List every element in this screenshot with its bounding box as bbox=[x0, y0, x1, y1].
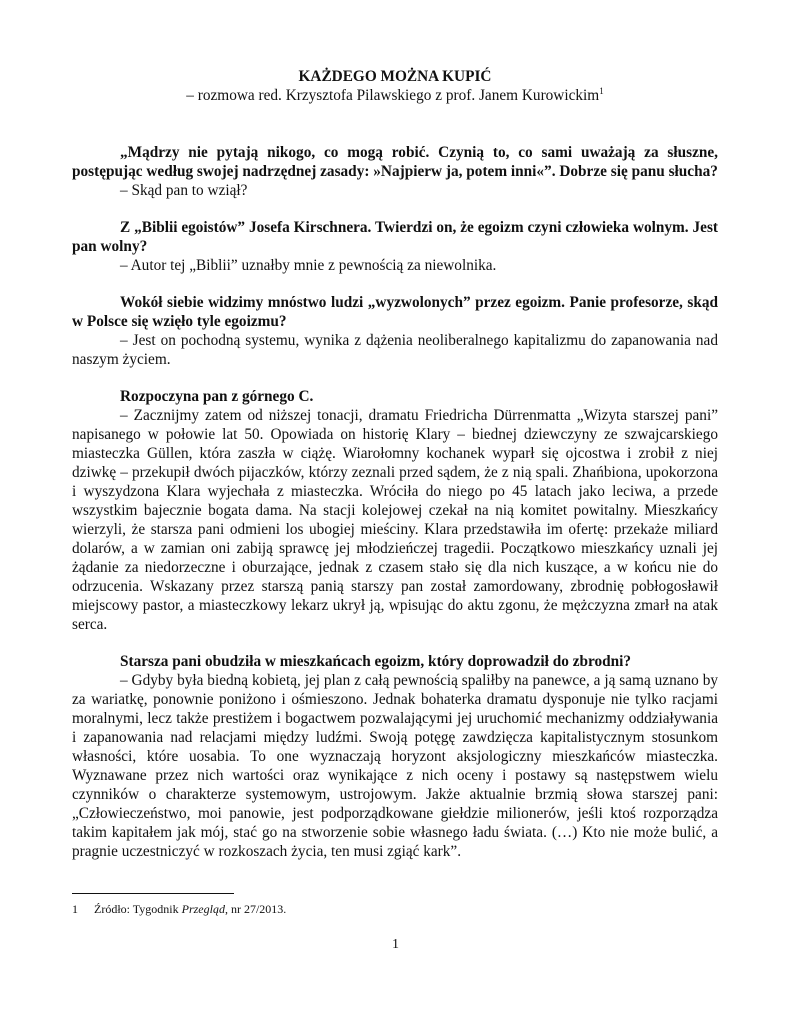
interview-question: Rozpoczyna pan z górnego C. bbox=[120, 388, 314, 405]
article-body bbox=[72, 67, 718, 879]
footnote-reference[interactable]: 1 bbox=[599, 86, 604, 96]
interview-question: Z „Biblii egoistów” Josefa Kirschnera. Twierdzi on, że egoizm czyni człowieka wolnym. Jest pan wolny? bbox=[72, 219, 718, 255]
article-title: KAŻDEGO MOŻNA KUPIĆ bbox=[298, 68, 492, 85]
footnote-divider bbox=[72, 893, 234, 894]
interview-block bbox=[72, 293, 718, 369]
footnote bbox=[72, 902, 286, 916]
footnote-prefix: Źródło: Tygodnik bbox=[94, 902, 182, 916]
interview-answer: – Jest on pochodną systemu, wynika z dążenia neoliberalnego kapitalizmu do zapanowania nad naszym życiem. bbox=[72, 332, 718, 368]
interview-answer: – Zacznijmy zatem od niższej tonacji, dramatu Friedricha Dürrenmatta „Wizyta starszej pani” napisanego w połowie lat 50. Opowiada on historię Klary – biednej dziewczyny ze szwajcarskiego miasteczka Güllen, która zaszła w ciążę. Wiarołomny kochanek wyparł się ojcostwa i zrobił z niej dziwkę – przekupił dwóch pijaczków, którzy zeznali przed sądem, że z nią spali. Zhańbiona, upokorzona i wyszydzona Klara wyjechała z miasteczka. Wróciła do niego po 45 latach jako leciwa, a przede wszystkim bajecznie bogata dama. Na stacji kolejowej czekał na nią komitet powitalny. Mieszkańcy wierzyli, że starsza pani odmieni los ubogiej mieściny. Klara przedstawiła im ofertę: przekaże miliard dolarów, a w zamian oni zabiją sprawcę jej młodzieńczej tragedii. Początkowo mieszkańcy uznali jej żądanie za niedorzeczne i oburzające, jednak z czasem stało się dla nich kuszące, a w końcu nie do odrzucenia. Wskazany przez starszą panią starszy pan został zamordowany, zbrodnię pobłogosławił miejscowy pastor, a miasteczkowy lekarz ukrył ją, wpisując do aktu zgonu, że mężczyzna zmarł na atak serca. bbox=[72, 407, 718, 633]
article-subtitle bbox=[72, 86, 718, 105]
footnote-number: 1 bbox=[72, 902, 78, 916]
interview-answer: – Skąd pan to wziął? bbox=[120, 182, 248, 199]
interview-question: „Mądrzy nie pytają nikogo, co mogą robić. Czynią to, co sami uważają za słuszne, postępując według swojej nadrzędnej zasady: »Najpierw ja, potem inni«”. Dobrze się panu słucha? bbox=[72, 144, 718, 180]
interview-answer: – Gdyby była biedną kobietą, jej plan z całą pewnością spaliłby na panewce, a ją samą uznano by za wariatkę, ponownie poniżono i ośmieszono. Jednak bohaterka dramatu dysponuje nie tylko racjami moralnymi, lecz także prestiżem i bogactwem pozwalającymi jej uruchomić mechanizmy oddziaływania i zapanowania nad relacjami między ludźmi. Swoją potęgę zawdzięcza kapitalistycznym stosunkom własności, które uosabia. To one wyznaczają horyzont aksjologiczny mieszkańców miasteczka. Wyznawane przez nich wartości oraz wynikające z nich oceny i postawy są następstwem wielu czynników o charakterze systemowym, ustrojowym. Jakże aktualnie brzmią słowa starszej pani: „Człowieczeństwo, moi panowie, jest podporządkowane giełdzie milionerów, jeśli ktoś rozporządza takim kapitałem jak mój, stać go na stworzenie sobie własnego ładu świata. (…) Kto nie może bulić, a pragnie uczestniczyć w rozkoszach życia, ten musi zgiąć kark”. bbox=[72, 672, 718, 860]
footnote-suffix: , nr 27/2013. bbox=[224, 902, 287, 916]
interview-block bbox=[72, 387, 718, 634]
footnote-source: Przegląd bbox=[181, 902, 225, 916]
interview-block bbox=[72, 143, 718, 200]
interview-block bbox=[72, 218, 718, 275]
interview-block bbox=[72, 652, 718, 861]
subtitle-text: – rozmowa red. Krzysztofa Pilawskiego z prof. Janem Kurowickim bbox=[186, 87, 600, 104]
interview-answer: – Autor tej „Biblii” uznałby mnie z pewnością za niewolnika. bbox=[120, 257, 497, 274]
interview-question: Starsza pani obudziła w mieszkańcach egoizm, który doprowadził do zbrodni? bbox=[120, 653, 632, 670]
interview-question: Wokół siebie widzimy mnóstwo ludzi „wyzwolonych” przez egoizm. Panie profesorze, skąd w Polsce się wzięło tyle egoizmu? bbox=[72, 294, 718, 330]
page-number: 1 bbox=[392, 937, 399, 952]
